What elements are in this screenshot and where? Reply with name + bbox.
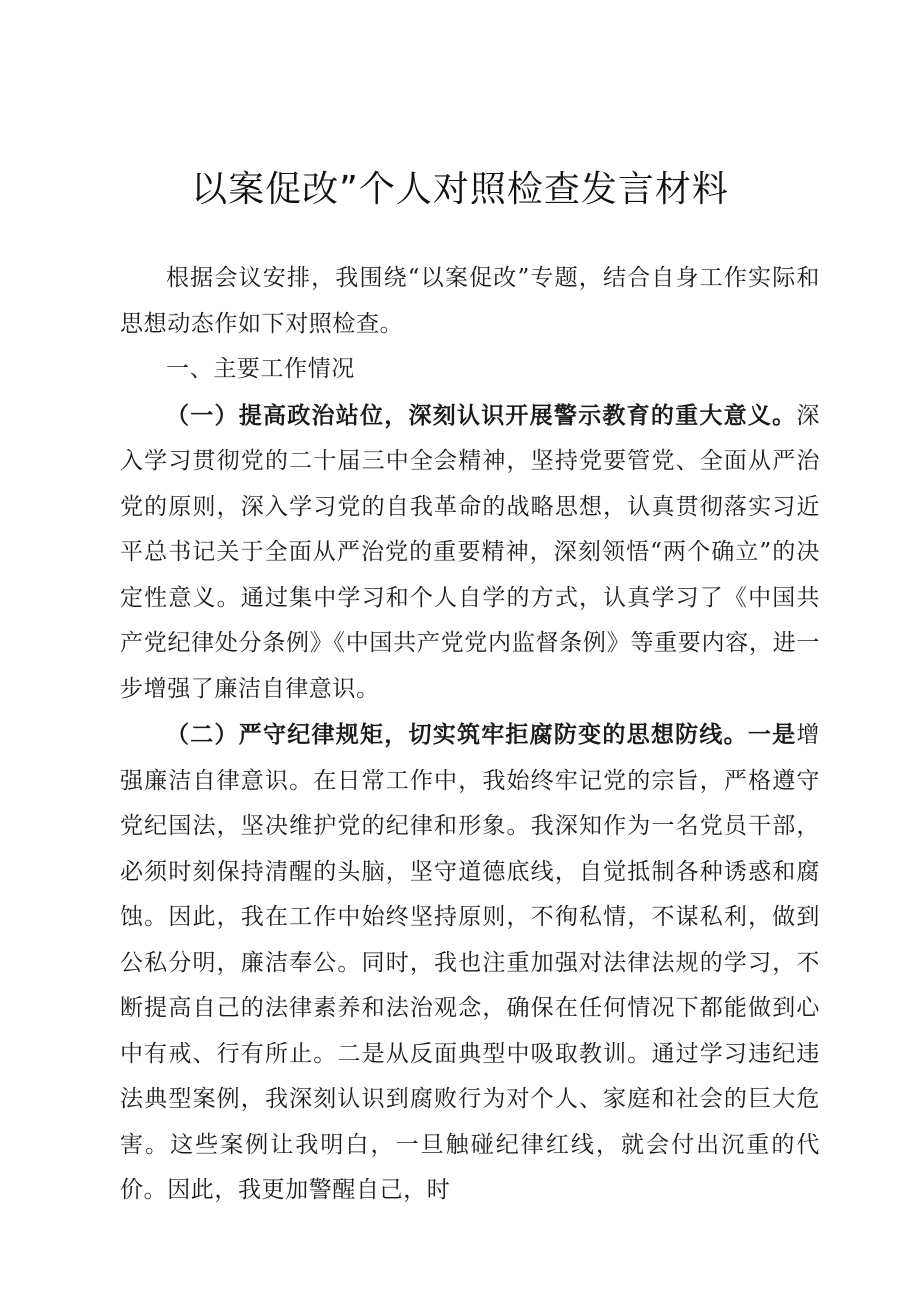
paragraph-political-stance: [120, 393, 820, 713]
point-2-body: 二是从反面典型中吸取教训。通过学习违纪违法典型案例，我深刻认识到腐败行为对个人、家庭和社会的巨大危害。这些案例让我明白，一旦触碰纪律红线，就会付出沉重的代价。因此，我更加警醒自己，时: [120, 1040, 821, 1203]
paragraph-political-stance-lead: （一）提高政治站位，深刻认识开展警示教育的重大意义。: [166, 401, 797, 429]
point-1-label: 一是: [747, 721, 797, 748]
paragraph-political-stance-body: 深入学习贯彻党的二十届三中全会精神，坚持党要管党、全面从严治党的原则，深入学习党的自我革命的战略思想，认真贯彻落实习近平总书记关于全面从严治党的重要精神，深刻领悟“两个确立”的决定性意义。通过集中学习和个人自学的方式，认真学习了《中国共产党纪律处分条例》《中国共产党党内监督条例》等重要内容，进一步增强了廉洁自律意识。: [120, 402, 820, 702]
paragraph-discipline: [120, 712, 820, 1214]
point-1-body: 增强廉洁自律意识。在日常工作中，我始终牢记党的宗旨，严格遵守党纪国法，坚决维护党的纪律和形象。我深知作为一名党员干部，必须时刻保持清醒的头脑，坚守道德底线，自觉抵制各种诱惑和腐蚀。因此，我在工作中始终坚持原则，不徇私情，不谋私利，做到公私分明，廉洁奉公。同时，我也注重加强对法律法规的学习，不断提高自己的法律素养和法治观念，确保在任何情况下都能做到心中有戒、行有所止。: [120, 722, 820, 1067]
document-body: [120, 256, 820, 1214]
section-heading-work-situation: 一、主要工作情况: [166, 356, 355, 382]
document-title: 以案促改”个人对照检查发言材料: [191, 169, 729, 210]
paragraph-discipline-lead: （二）严守纪律规矩，切实筑牢拒腐防变的思想防线。: [166, 721, 748, 748]
intro-paragraph: 根据会议安排，我围绕“以案促改”专题，结合自身工作实际和思想动态作如下对照检查。: [120, 265, 820, 337]
